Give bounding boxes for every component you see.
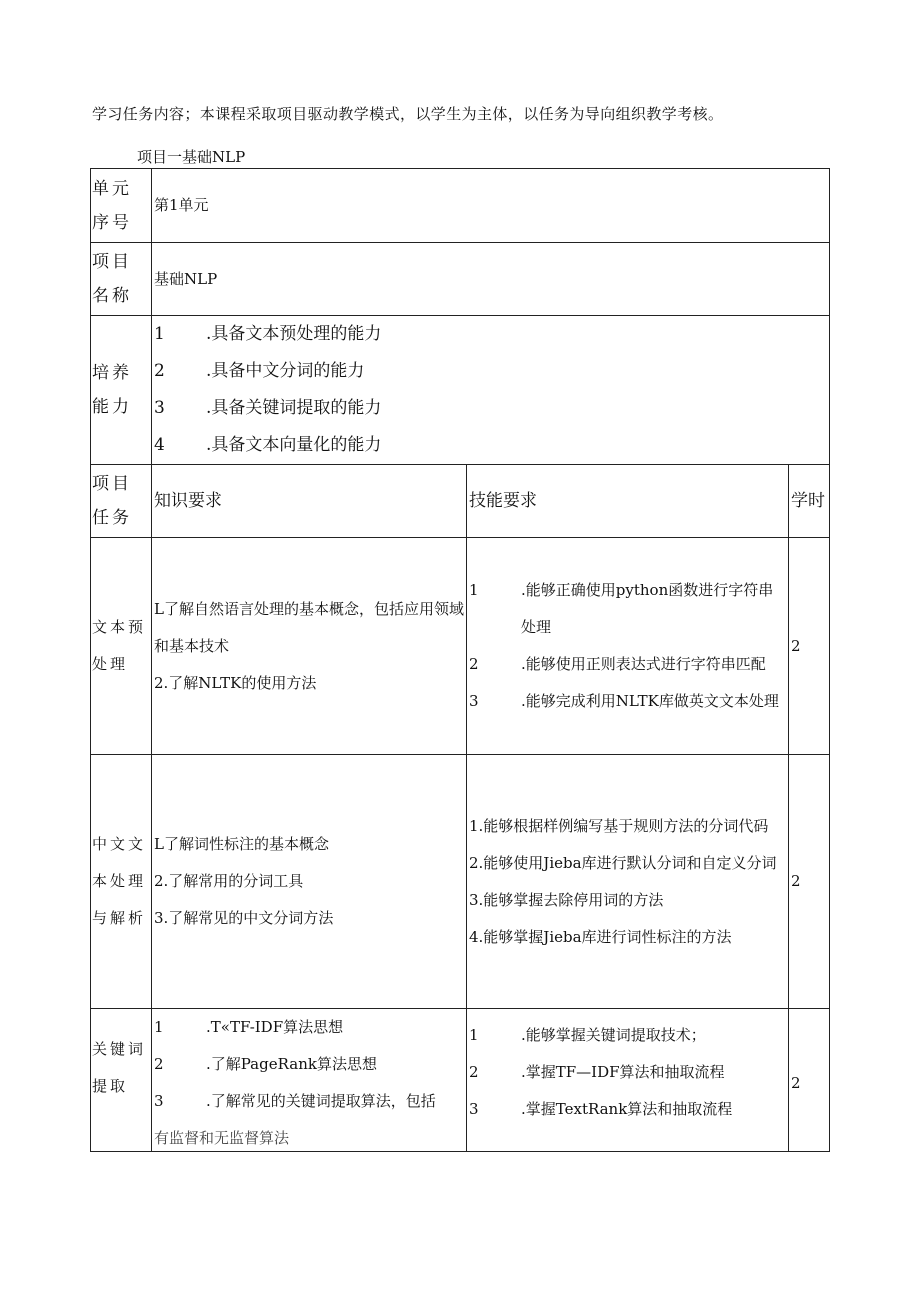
skill-item: 3 .掌握TextRank算法和抽取流程: [469, 1100, 733, 1118]
knowledge-item: 2.了解NLTK的使用方法: [154, 673, 317, 692]
skill-item: 2.能够使用Jieba库进行默认分词和自定义分词: [469, 853, 777, 872]
header-skill: 技能要求: [467, 465, 789, 538]
skill-item: 3 .能够完成利用NLTK库做英文文本处理: [469, 692, 779, 710]
ability-label: 培养能力: [91, 316, 152, 465]
name-label: 项目名称: [91, 243, 152, 316]
skill-item: 1 .能够掌握关键词提取技术；: [469, 1026, 706, 1044]
skill-item: 4.能够掌握Jieba库进行词性标注的方法: [469, 927, 732, 946]
skill-item: 3.能够掌握去除停用词的方法: [469, 890, 664, 909]
task-hours: 2: [789, 1009, 830, 1153]
knowledge-item: 2 .了解PageRank算法思想: [154, 1055, 377, 1073]
skill-item: 2 .能够使用正则表达式进行字符串匹配: [469, 655, 766, 673]
knowledge-item: 2.了解常用的分词工具: [154, 872, 304, 890]
header-row: [91, 465, 830, 538]
project-title: 项目一基础NLP: [137, 148, 246, 166]
header-hours: 学时: [789, 465, 830, 538]
header-knowledge: 知识要求: [152, 465, 467, 538]
name-value: 基础NLP: [152, 243, 830, 316]
knowledge-item: 3 .了解常见的关键词提取算法，包括: [154, 1092, 436, 1110]
skill-item: 2 .掌握TF—IDF算法和抽取流程: [469, 1063, 725, 1081]
unit-label: 单元序号: [91, 169, 152, 243]
task-name: 文本预处理: [91, 538, 152, 755]
task-hours: 2: [789, 538, 830, 755]
knowledge-item: 1 .T«TF-IDF算法思想: [154, 1018, 344, 1036]
knowledge-cell: [152, 1009, 467, 1153]
unit-row: [91, 169, 830, 243]
skill-item: 1 .能够正确使用python函数进行字符串处理: [469, 581, 774, 636]
header-task: 项目任务: [91, 465, 152, 538]
knowledge-item: L了解词性标注的基本概念: [154, 835, 329, 853]
ability-item: 1 .具备文本预处理的能力: [154, 324, 382, 344]
name-row: [91, 243, 830, 316]
knowledge-cell: [152, 538, 467, 755]
ability-item: 2 .具备中文分词的能力: [154, 361, 365, 381]
ability-item: 4 .具备文本向量化的能力: [154, 435, 382, 455]
project-table: [90, 168, 830, 1152]
skill-item: 1.能够根据样例编写基于规则方法的分词代码: [469, 816, 769, 835]
task-row-3: [91, 1009, 830, 1153]
task-name: 关键词提取: [91, 1009, 152, 1153]
knowledge-cell: [152, 755, 467, 1009]
intro-text: 学习任务内容；本课程采取项目驱动教学模式，以学生为主体，以任务为导向组织教学考核。: [92, 105, 724, 123]
ability-row: [91, 316, 830, 465]
skill-cell: [467, 1009, 789, 1153]
unit-value: 第1单元: [152, 169, 830, 243]
ability-item: 3 .具备关键词提取的能力: [154, 398, 382, 418]
task-row-1: [91, 538, 830, 755]
task-row-2: [91, 755, 830, 1009]
knowledge-item: L了解自然语言处理的基本概念，包括应用领域和基本技术: [154, 599, 464, 655]
skill-cell: [467, 538, 789, 755]
skill-cell: [467, 755, 789, 1009]
task-hours: 2: [789, 755, 830, 1009]
ability-list: [152, 316, 830, 465]
task-name: 中文文本处理与解析: [91, 755, 152, 1009]
knowledge-item: 3.了解常见的中文分词方法: [154, 909, 334, 927]
knowledge-item-cut: 有监督和无监督算法: [154, 1129, 290, 1147]
